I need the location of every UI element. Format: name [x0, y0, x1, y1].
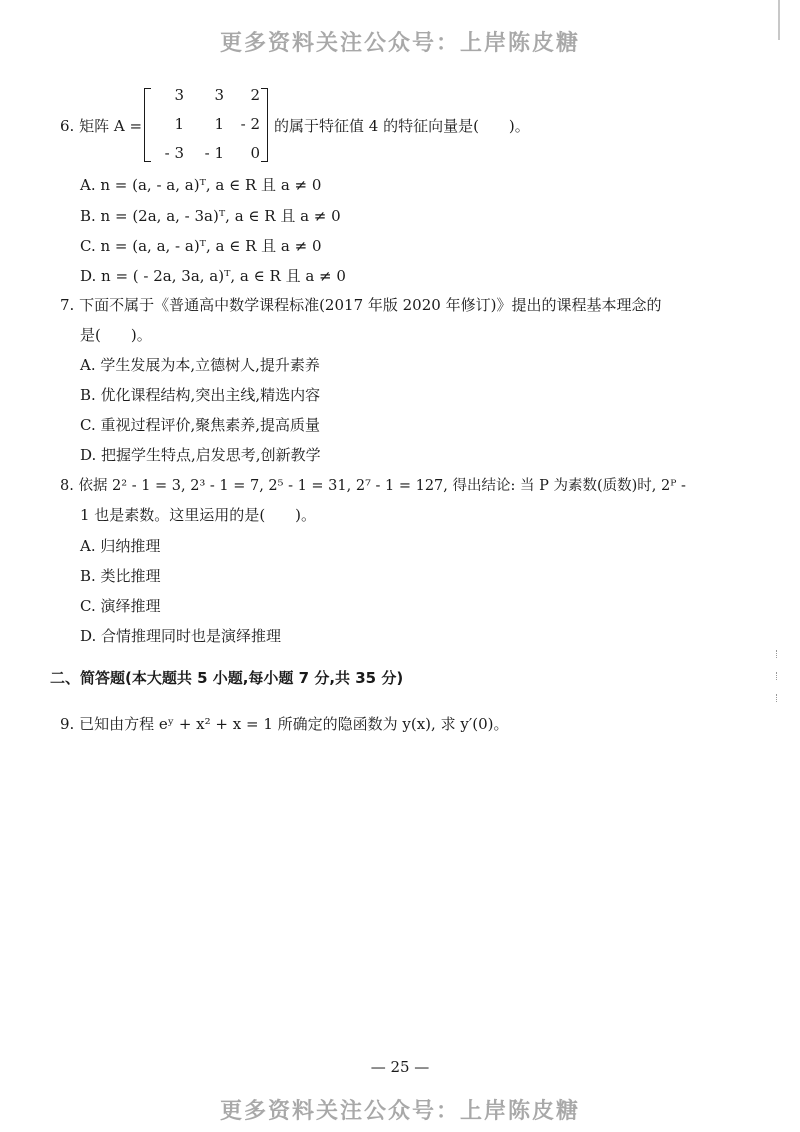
watermark-top: 更多资料关注公众号：上岸陈皮糖 — [219, 31, 580, 56]
scan-edge-mark — [776, 672, 781, 680]
q6-option-c: C. n = (a, a, - a)ᵀ, a ∈ R 且 a ≠ 0 — [80, 237, 322, 255]
scan-edge-mark — [776, 650, 781, 658]
matrix-cell: 1 — [214, 115, 224, 133]
q6-suffix: 的属于特征值 4 的特征向量是( )。 — [274, 117, 530, 135]
q6-option-b: B. n = (2a, a, - 3a)ᵀ, a ∈ R 且 a ≠ 0 — [80, 207, 341, 225]
matrix-cell: 3 — [174, 86, 184, 104]
matrix-right-bracket — [261, 88, 268, 162]
q9-text: 9. 已知由方程 eʸ + x² + x = 1 所确定的隐函数为 y(x), 求 y′(0)。 — [60, 715, 509, 733]
q8-option-d: D. 合情推理同时也是演绎推理 — [80, 627, 282, 645]
matrix-a — [144, 86, 268, 162]
matrix-cell: - 3 — [164, 144, 184, 162]
section-heading: 二、简答题(本大题共 5 小题,每小题 7 分,共 35 分) — [50, 669, 404, 687]
matrix-cell: 1 — [174, 115, 184, 133]
q8-option-a: A. 归纳推理 — [80, 537, 161, 555]
watermark-bottom: 更多资料关注公众号：上岸陈皮糖 — [219, 1099, 580, 1124]
q8-option-c: C. 演绎推理 — [80, 597, 161, 615]
q8-option-b: B. 类比推理 — [80, 567, 161, 585]
q6-prefix: 6. 矩阵 A = — [60, 117, 143, 135]
q6-option-a: A. n = (a, - a, a)ᵀ, a ∈ R 且 a ≠ 0 — [80, 176, 322, 194]
matrix-cell: 0 — [250, 144, 260, 162]
matrix-cell: 3 — [214, 86, 224, 104]
scan-edge-mark — [778, 0, 780, 40]
scan-edge-mark — [776, 694, 781, 702]
q7-option-b: B. 优化课程结构,突出主线,精选内容 — [80, 386, 321, 404]
q7-option-a: A. 学生发展为本,立德树人,提升素养 — [80, 356, 320, 374]
page-number: — 25 — — [370, 1058, 430, 1076]
matrix-cell: - 2 — [240, 115, 260, 133]
matrix-cell: - 1 — [204, 144, 224, 162]
q8-line1: 8. 依据 2² - 1 = 3, 2³ - 1 = 7, 2⁵ - 1 = 31, 2⁷ - 1 = 127, 得出结论: 当 P 为素数(质数)时, 2ᴾ - — [60, 478, 686, 494]
q7-option-d: D. 把握学生特点,启发思考,创新教学 — [80, 446, 321, 464]
matrix-cell: 2 — [250, 86, 260, 104]
q7-line1: 7. 下面不属于《普通高中数学课程标准(2017 年版 2020 年修订)》提出的课程基本理念的 — [60, 296, 662, 314]
matrix-left-bracket — [144, 88, 151, 162]
q7-line2: 是( )。 — [80, 326, 152, 344]
q7-option-c: C. 重视过程评价,聚焦素养,提高质量 — [80, 416, 321, 434]
q8-line2: 1 也是素数。这里运用的是( )。 — [80, 506, 317, 524]
q6-option-d: D. n = ( - 2a, 3a, a)ᵀ, a ∈ R 且 a ≠ 0 — [80, 267, 346, 285]
